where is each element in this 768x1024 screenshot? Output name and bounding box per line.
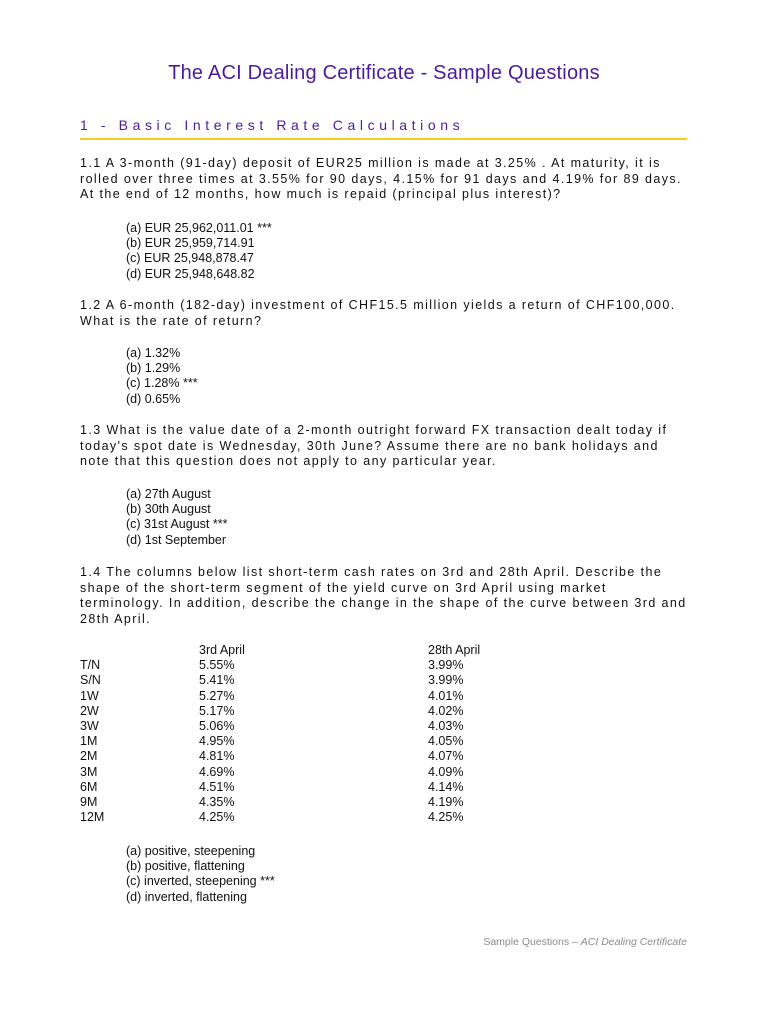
table-header-row	[80, 643, 580, 658]
answer-option: (a) 27th August	[126, 487, 211, 501]
rate-cell: 5.06%	[199, 718, 235, 733]
footer-title: ACI Dealing Certificate	[580, 936, 687, 948]
rate-cell: 4.09%	[428, 764, 464, 779]
footer-prefix: Sample Questions –	[483, 936, 581, 948]
table-row	[80, 658, 580, 673]
rate-cell: 5.17%	[199, 703, 235, 718]
rate-cell: 4.14%	[428, 779, 464, 794]
tenor-cell: 6M	[80, 779, 98, 794]
answer-option: (d) EUR 25,948,648.82	[126, 266, 255, 281]
answer-option: (a) EUR 25,962,011.01 ***	[126, 221, 272, 235]
section-divider	[80, 138, 687, 140]
rate-cell: 4.25%	[199, 810, 235, 825]
table-row	[80, 689, 580, 704]
rate-cell: 4.25%	[428, 810, 464, 825]
section-heading: 1 - Basic Interest Rate Calculations	[80, 117, 465, 133]
table-row	[80, 673, 580, 688]
answer-option: (c) 1.28% ***	[126, 376, 198, 391]
rate-cell: 4.01%	[428, 688, 464, 703]
answer-option: (c) inverted, steepening ***	[126, 874, 275, 889]
question-text: 1.3 What is the value date of a 2-month outright forward FX transaction dealt today if today's spot date is Wednesday, 30th June? Assume there are no bank holidays and note that this question does not apply to any particular year.	[80, 423, 668, 468]
table-header: 3rd April	[199, 643, 245, 657]
answer-option: (b) EUR 25,959,714.91	[126, 236, 255, 251]
rate-cell: 4.95%	[199, 734, 235, 749]
tenor-cell: 2M	[80, 749, 98, 764]
rates-table	[80, 643, 580, 825]
table-row	[80, 780, 580, 795]
rate-cell: 5.55%	[199, 658, 235, 673]
question-text: 1.4 The columns below list short-term cash rates on 3rd and 28th April. Describe the shape of the short-term segment of the yield curve on 3rd April using market terminology. In addition, describe the change in the shape of the curve between 3rd and 28th April.	[80, 565, 687, 626]
tenor-cell: 1W	[80, 688, 99, 703]
answer-option: (d) inverted, flattening	[126, 889, 247, 904]
page-footer	[483, 936, 687, 948]
rate-cell: 5.27%	[199, 688, 235, 703]
question-text: 1.2 A 6-month (182-day) investment of CHF15.5 million yields a return of CHF100,000. What is the rate of return?	[80, 298, 676, 328]
rate-cell: 4.35%	[199, 794, 235, 809]
answer-option: (c) 31st August ***	[126, 517, 228, 532]
answer-option: (d) 1st September	[126, 532, 227, 547]
tenor-cell: 3W	[80, 718, 99, 733]
answer-option: (b) positive, flattening	[126, 859, 245, 874]
tenor-cell: 2W	[80, 703, 99, 718]
rate-cell: 4.05%	[428, 734, 464, 749]
tenor-cell: T/N	[80, 658, 101, 673]
rate-cell: 4.07%	[428, 749, 464, 764]
rate-cell: 4.19%	[428, 794, 464, 809]
answer-options	[126, 487, 227, 548]
rate-cell: 4.51%	[199, 779, 235, 794]
answer-option: (b) 30th August	[126, 502, 211, 517]
tenor-cell: 9M	[80, 794, 98, 809]
rate-cell: 3.99%	[428, 673, 464, 688]
answer-options	[126, 844, 275, 905]
answer-options	[126, 221, 272, 282]
table-header: 28th April	[428, 643, 481, 657]
answer-options	[126, 346, 198, 407]
tenor-cell: 1M	[80, 734, 98, 749]
rate-cell: 3.99%	[428, 658, 464, 673]
answer-option: (b) 1.29%	[126, 361, 181, 376]
rate-cell: 4.03%	[428, 718, 464, 733]
answer-option: (d) 0.65%	[126, 391, 181, 406]
answer-option: (a) positive, steepening	[126, 844, 256, 858]
answer-option: (a) 1.32%	[126, 346, 181, 360]
table-row	[80, 765, 580, 780]
table-row	[80, 719, 580, 734]
tenor-cell: 12M	[80, 810, 105, 825]
answer-option: (c) EUR 25,948,878.47	[126, 251, 254, 266]
table-row	[80, 749, 580, 764]
table-row	[80, 795, 580, 810]
table-row	[80, 810, 580, 825]
question-text: 1.1 A 3-month (91-day) deposit of EUR25 million is made at 3.25% . At maturity, it is rolled over three times at 3.55% for 90 days, 4.15% for 91 days and 4.19% for 89 days. At the end of 12 months, how much is repaid (principal plus interest)?	[80, 156, 682, 201]
tenor-cell: 3M	[80, 764, 98, 779]
rate-cell: 4.81%	[199, 749, 235, 764]
table-row	[80, 704, 580, 719]
table-row	[80, 734, 580, 749]
rate-cell: 4.02%	[428, 703, 464, 718]
rate-cell: 4.69%	[199, 764, 235, 779]
page-title: The ACI Dealing Certificate - Sample Questions	[168, 62, 600, 84]
rate-cell: 5.41%	[199, 673, 235, 688]
tenor-cell: S/N	[80, 673, 101, 688]
